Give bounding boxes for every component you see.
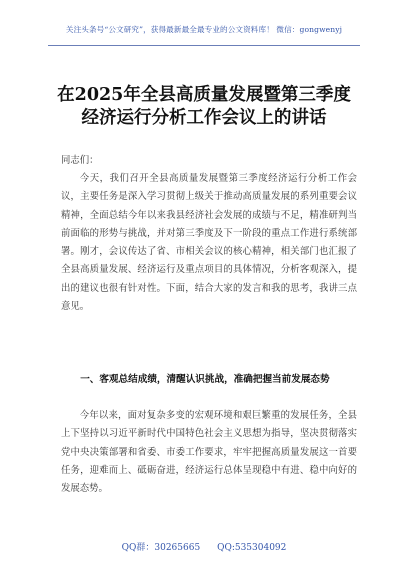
footer-qq-group: QQ群：30265665 [121, 543, 201, 553]
section-heading-1: 一、客观总结成绩，清醒认识挑战，准确把握当前发展态势 [80, 374, 330, 385]
header-divider [48, 45, 360, 46]
paragraph-intro: 今天，我们召开全县高质量发展暨第三季度经济运行分析工作会议，主要任务是深入学习贯彻上级关于推动高质量发展的系列重要会议精神，全面总结今年以来我县经济社会发展的成绩与不足，精准研判当前面临的形势与挑战，并对第三季度及下一阶段的重点工作进行系统部署。刚才，会议传达了省、市相关会议的核心精神，相关部门也汇报了全县高质量发展、经济运行及重点项目的具体情况，分析客观深入，提出的建议也很有针对性。下面，结合大家的发言和我的思考，我讲三点意见。 [61, 173, 357, 313]
document-title [0, 84, 408, 130]
greeting: 同志们： [61, 155, 99, 166]
title-line-2: 经济运行分析工作会议上的讲话 [81, 108, 327, 128]
paragraph-section-1: 今年以来，面对复杂多变的宏观环境和艰巨繁重的发展任务，全县上下坚持以习近平新时代中国特色社会主义思想为指导，坚决贯彻落实党中央决策部署和省委、市委工作要求，牢牢把握高质量发展这一首要任务，迎难而上、砥砺奋进，经济运行总体呈现稳中有进、稳中向好的发展态势。 [61, 410, 357, 495]
footer-contact [0, 540, 408, 553]
title-line-1: 在2025年全县高质量发展暨第三季度 [57, 85, 351, 105]
footer-qq-number: QQ:535304092 [217, 543, 287, 553]
header-banner: 关注头条号“公文研究”，获得最新最全最专业的公文资料库！ 微信：gongwenyj [65, 25, 343, 34]
